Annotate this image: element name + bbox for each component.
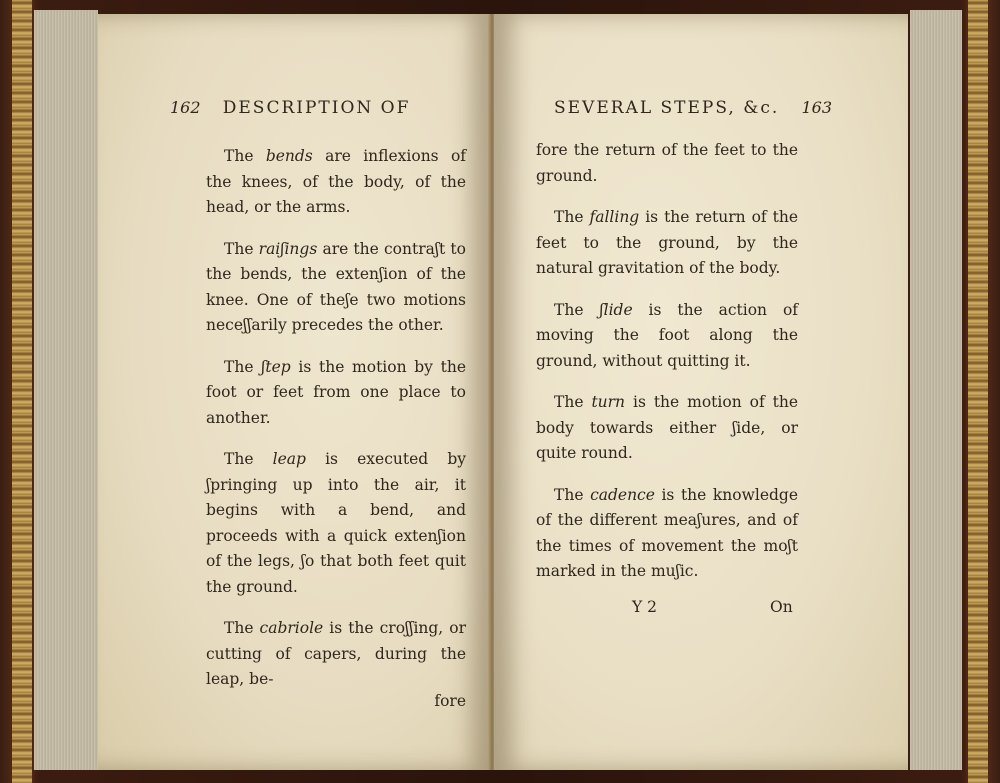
gilt-border-right — [966, 0, 990, 783]
paragraph: The turn is the motion of the body towards either ʃide, or quite round. — [536, 393, 798, 462]
term: cadence — [590, 485, 655, 504]
running-head: DESCRIPTION OF — [222, 98, 411, 118]
continued-text: fore the return of the feet to the ground. — [536, 141, 798, 185]
page-edges-left — [34, 10, 98, 770]
term: ʃlide — [599, 300, 633, 319]
running-head: SEVERAL STEPS, &c. — [554, 98, 780, 118]
left-page — [98, 14, 490, 770]
term: bends — [265, 147, 313, 165]
left-page-header — [170, 98, 410, 118]
catchword: fore — [434, 691, 466, 710]
term: leap — [272, 450, 306, 468]
term: turn — [591, 393, 626, 411]
term: cabriole — [259, 619, 324, 637]
right-page — [494, 14, 908, 770]
page-number: 162 — [170, 98, 201, 117]
term: raiʃings — [258, 239, 318, 258]
paragraph: The bends are inflexions of the knees, of the body, of the head, or the arms. — [206, 147, 467, 216]
page-edges-right — [910, 10, 962, 770]
paragraph: The falling is the return of the feet to the ground, by the natural gravitation of the body. — [536, 208, 798, 277]
paragraph: The cabriole is the croʃʃing, or cutting of capers, during the leap, be- — [206, 619, 467, 688]
catchword: On — [770, 598, 793, 616]
right-page-header — [554, 98, 832, 118]
paragraph: The ʃtep is the motion by the foot or feet from one place to another. — [206, 357, 466, 427]
paragraph: The leap is executed by ʃpringing up into the air, it begins with a bend, and proceeds with a quick extenʃion of the legs, ʃo that both feet quit the ground. — [206, 450, 467, 596]
signature-mark: Y 2 — [632, 598, 658, 616]
paragraph: The raiʃings are the contraʃt to the bends, the extenʃion of the knee. One of theʃe two motions neceʃʃarily precedes the other. — [206, 239, 466, 334]
paragraph: The ʃlide is the action of moving the foot along the ground, without quitting it. — [536, 300, 799, 370]
left-page-body — [206, 144, 466, 714]
term: ʃtep — [261, 357, 291, 376]
page-number: 163 — [801, 98, 833, 117]
term: falling — [589, 208, 640, 226]
right-page-body — [536, 138, 798, 601]
gilt-border-left — [10, 0, 34, 783]
paragraph: The cadence is the knowledge of the different meaʃures, and of the times of movement the moʃt marked in the muʃic. — [536, 485, 799, 580]
